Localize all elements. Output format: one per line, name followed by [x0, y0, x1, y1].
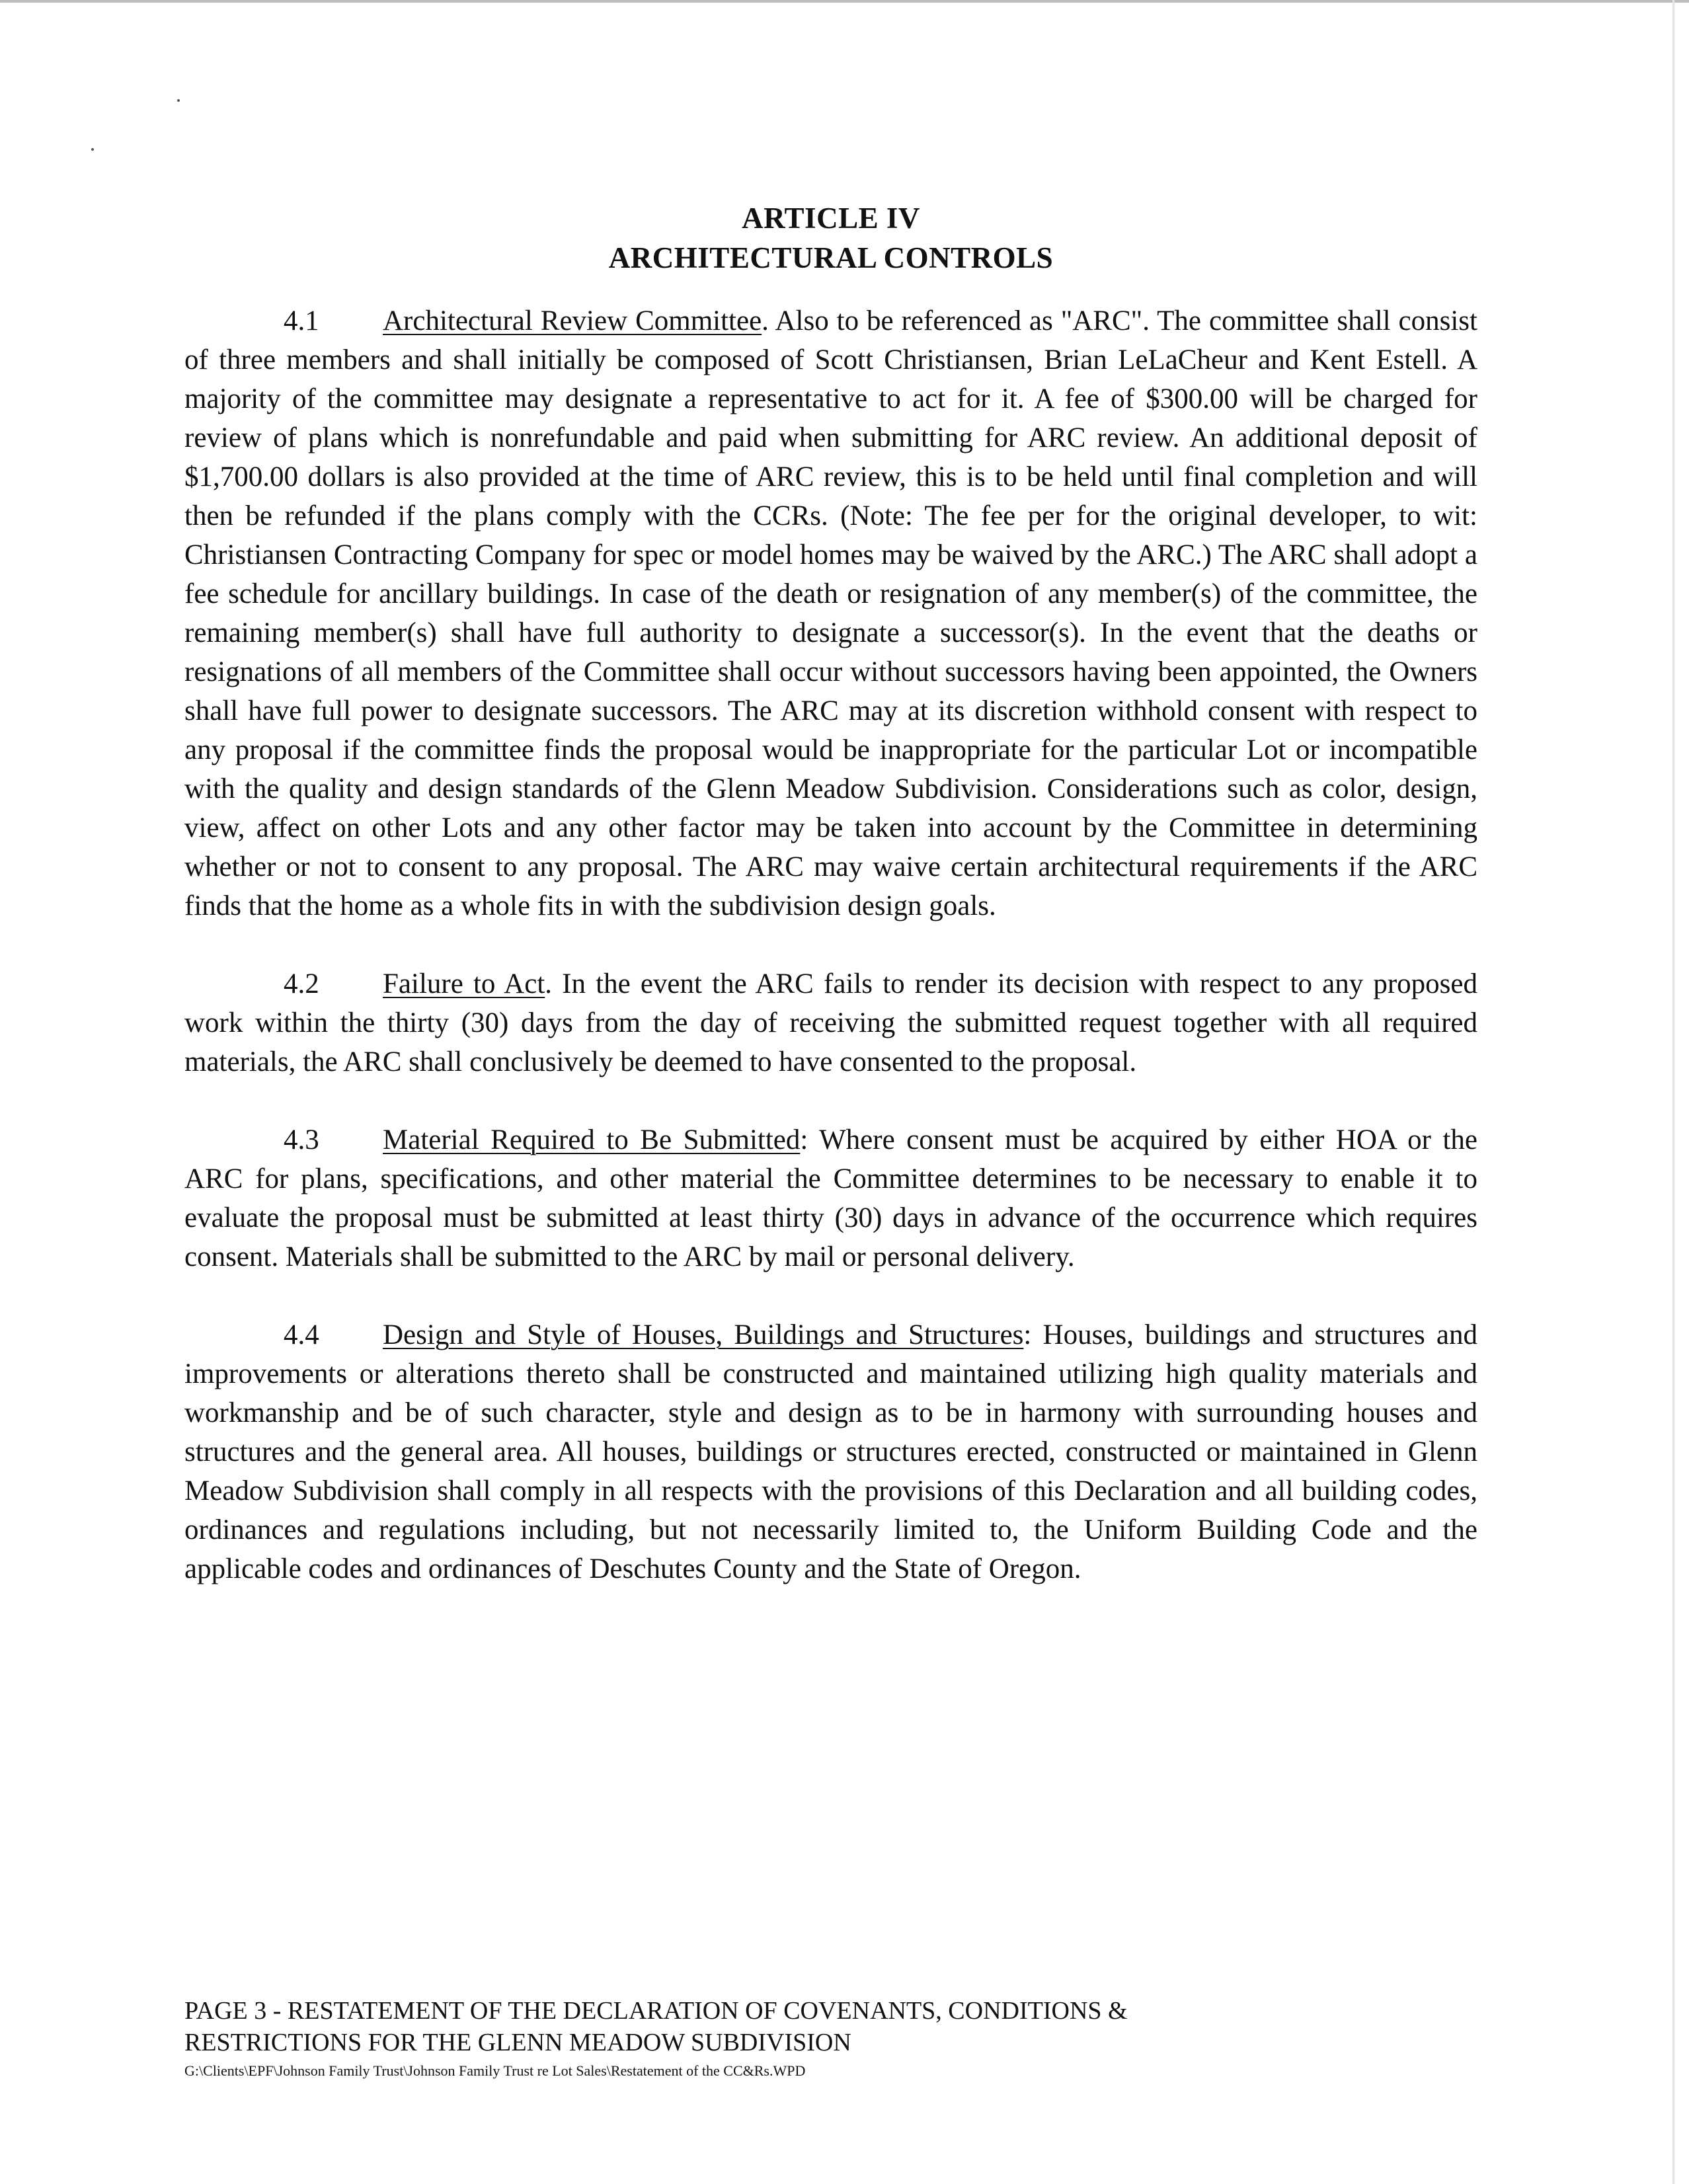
footer-line-2: RESTRICTIONS FOR THE GLENN MEADOW SUBDIVISION: [184, 2029, 851, 2056]
section-body: Houses, buildings and structures and improvements or alterations thereto shall be constructed and maintained utilizing high quality materials and workmanship and be of such character, style and design as to be in harmony with surrounding houses and structures and the general area. All houses, buildings or structures erected, constructed or maintained in Glenn Meadow Subdivision shall comply in all respects with the provisions of this Declaration and all building codes, ordinances and regulations including, but not necessarily limited to, the Uniform Building Code and the applicable codes and ordinances of Deschutes County and the State of Oregon.: [184, 1319, 1477, 1584]
section-title-suffix: .: [545, 968, 553, 999]
section-number: 4.2: [284, 968, 319, 999]
footer-file-path: G:\Clients\EPF\Johnson Family Trust\Johnson Family Trust re Lot Sales\Restatement of the CC&Rs.WPD: [184, 2062, 806, 2079]
section-title: Failure to Act: [383, 968, 545, 999]
section-number: 4.1: [284, 305, 319, 336]
page-footer: [184, 1995, 1477, 2081]
document-body: [184, 198, 1477, 1627]
scan-edge-top: [0, 0, 1689, 3]
article-title: ARCHITECTURAL CONTROLS: [608, 241, 1054, 274]
section-4-4: [184, 1315, 1477, 1588]
article-number: ARTICLE IV: [742, 202, 920, 235]
scan-edge-right: [1672, 0, 1674, 2184]
section-title: Architectural Review Committee: [383, 305, 762, 336]
section-title-suffix: :: [1023, 1319, 1032, 1350]
section-number: 4.4: [284, 1319, 319, 1350]
section-body: Where consent must be acquired by either HOA or the ARC for plans, specifications, and other material the Committee determines to be necessary to enable it to evaluate the proposal must be submitted at least thirty (30) days in advance of the occurrence which requires consent. Materials shall be submitted to the ARC by mail or personal delivery.: [184, 1124, 1477, 1272]
footer-line-1: PAGE 3 - RESTATEMENT OF THE DECLARATION OF COVENANTS, CONDITIONS &: [184, 1997, 1128, 2025]
section-title: Design and Style of Houses, Buildings and Structures: [383, 1319, 1024, 1350]
section-title-suffix: :: [800, 1124, 808, 1155]
scan-speck: [91, 148, 94, 151]
section-body: In the event the ARC fails to render its decision with respect to any proposed work within the thirty (30) days from the day of receiving the submitted request together with all required materials, the ARC shall conclusively be deemed to have consented to the proposal.: [184, 968, 1477, 1077]
section-body: Also to be referenced as "ARC". The committee shall consist of three members and shall initially be composed of Scott Christiansen, Brian LeLaCheur and Kent Estell. A majority of the committee may designate a representative to act for it. A fee of $300.00 will be charged for review of plans which is nonrefundable and paid when submitting for ARC review. An additional deposit of $1,700.00 dollars is also provided at the time of ARC review, this is to be held until final completion and will then be refunded if the plans comply with the CCRs. (Note: The fee per for the original developer, to wit: Christiansen Contracting Company for spec or model homes may be waived by the ARC.) The ARC shall adopt a fee schedule for ancillary buildings. In case of the death or resignation of any member(s) of the committee, the remaining member(s) shall have full authority to designate a successor(s). In the event that the deaths or resignations of all members of the Committee shall occur without successors having been appointed, the Owners shall have full power to designate successors. The ARC may at its discretion withhold consent with respect to any proposal if the committee finds the proposal would be inappropriate for the particular Lot or incompatible with the quality and design standards of the Glenn Meadow Subdivision. Considerations such as color, design, view, affect on other Lots and any other factor may be taken into account by the Committee in determining whether or not to consent to any proposal. The ARC may waive certain architectural requirements if the ARC finds that the home as a whole fits in with the subdivision design goals.: [184, 305, 1477, 921]
section-4-1: [184, 301, 1477, 925]
scan-speck: [177, 99, 180, 102]
section-title: Material Required to Be Submitted: [383, 1124, 801, 1155]
section-4-3: [184, 1120, 1477, 1276]
section-4-2: [184, 964, 1477, 1081]
article-heading: [184, 198, 1477, 278]
section-title-suffix: .: [762, 305, 769, 336]
section-number: 4.3: [284, 1124, 319, 1155]
